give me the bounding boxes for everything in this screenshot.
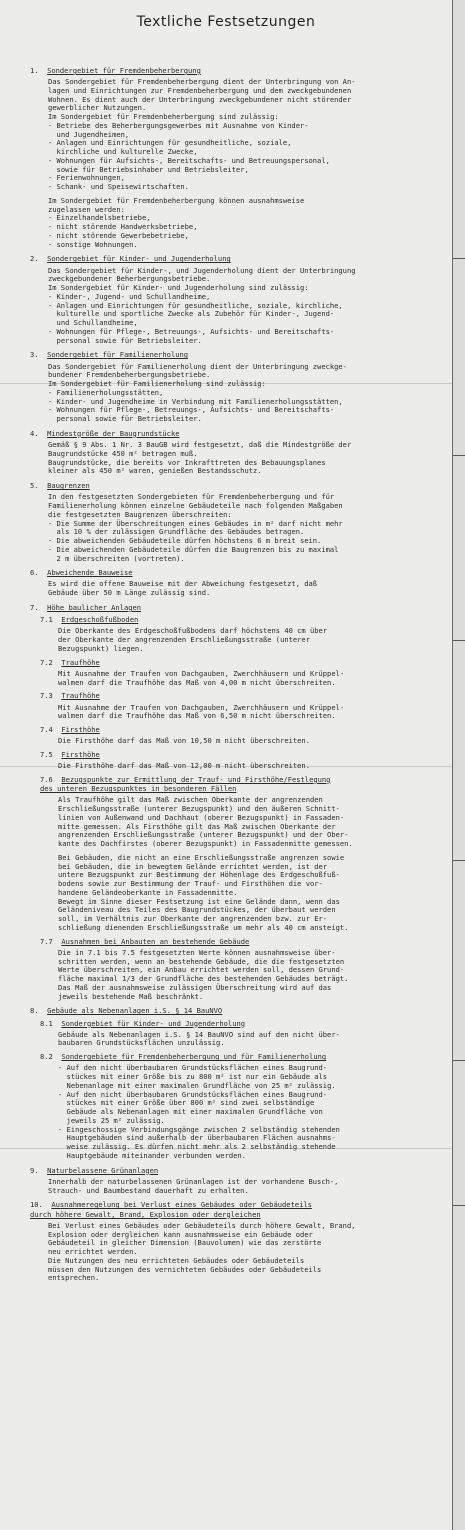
- section-number: 7.6: [40, 774, 53, 784]
- section-heading: [30, 1200, 448, 1218]
- section-heading: [40, 1019, 448, 1028]
- section: [30, 603, 448, 1001]
- section-heading: [30, 1166, 448, 1175]
- section-paragraph: Bei Gebäuden, die nicht an eine Erschließungsstraße angrenzen sowie bei Gebäuden, die in bewegtem Gelände errichtet werden, ist der untere Bezugspunkt zur Bestimmung der Höhenlage des Erdgeschoßfuß- bodens sowie zur Bestimmung der Trauf- und Firsthöhen die vor- handene Geländeoberkante in Fassadenmitte. Bewegt im Sinne dieser Festsetzung ist eine Gelände dann, wenn das Geländeniveau des Teiles des Baugrundstückes, der überbaut werden soll, im Verhältnis zur Oberkante der angrenzenden bzw. zur Er- schließung dienenden Erschließungsstraße um mehr als 40 cm ansteigt.: [58, 852, 349, 932]
- section-number: 8.: [30, 1006, 39, 1016]
- section-heading: [30, 481, 448, 490]
- subsection: [40, 750, 448, 771]
- section-number: 7.3: [40, 691, 53, 701]
- section-paragraph: - Auf den nicht überbaubaren Grundstücksflächen eines Baugrund- stückes mit einer Größe bis zu 800 m² ist nur ein Gebäude als Nebenanlage mit einer maximalen Grundfläche von 25 m² zulässig. - Auf den nicht überbaubaren Grundstücksflächen eines Baugrund- stückes mit einer Größe über 800 m² sind zwei selbständige Gebäude als Nebenanlagen mit einer maximalen Grundfläche von jeweils 25 m² zulässig. - Eingeschossige Verbindungsgänge zwischen 2 selbständig stehenden Hauptgebäuden sind außerhalb der überbaubaren Flächen ausnahms- weise zulässig. Es dürfen nicht mehr als 2 selbständig stehende Hauptgebäude miteinander verbunden werden.: [58, 1063, 340, 1160]
- section-heading: [40, 1052, 448, 1061]
- section-title: Gebäude als Nebenanlagen i.S. § 14 BauNVO: [47, 1006, 223, 1016]
- section-heading: [30, 66, 448, 75]
- section-heading: [40, 691, 448, 700]
- section-heading: [40, 937, 448, 946]
- section-paragraph: Das Sondergebiet für Fremdenbeherbergung dient der Unterbringung von An- lagen und Einrichtungen zur Fremdenbeherbergung und dem zweckgebundenen Wohnen. Es dient auch der Unterbringung zweckgebundener nicht störender gewerblicher Nutzungen. Im Sondergebiet für Fremdenbeherbergung sind zulässig: - Betriebe des Beherbergungsgewerbes mit Ausnahme von Kinder- und Jugendheimen, - Anlagen und Einrichtungen für gesundheitliche, soziale, kirchliche und kulturelle Zwecke, - Wohnungen für Aufsichts-, Bereitschafts- und Betreuungspersonal, sowie für Betriebsinhaber und Betriebsleiter, - Ferienwohnungen, - Schank- und Speisewirtschaften.: [48, 77, 356, 192]
- adjacent-sheet-edge: [452, 0, 465, 1530]
- subsection: [40, 615, 448, 653]
- section: [30, 66, 448, 249]
- section-paragraph: In den festgesetzten Sondergebieten für Fremdenbeherbergung und für Familienerholung können einzelne Gebäudeteile nach folgenden Maßgaben die festgesetzten Baugrenzen überschreiten: - Die Summe der Überschreitungen eines Gebäudes in m² darf nicht mehr als 10 % der zulässigen Grundfläche des Gebäudes betragen. - Die abweichenden Gebäudeteile dürfen höchstens 6 m breit sein. - Die abweichenden Gebäudeteile dürfen die Baugrenzen bis zu maximal 2 m überschreiten (vortreten).: [48, 492, 343, 563]
- subsection: [40, 725, 448, 746]
- section-heading: [40, 750, 448, 759]
- section-title: Bezugspunkte zur Ermittlung der Trauf- und Firsthöhe/Festlegung des unteren Bezugspunktes in besonderen Fällen: [40, 774, 331, 794]
- section-title: Traufhöhe: [61, 691, 100, 701]
- section-title: Sondergebiet für Kinder- und Jugenderholung: [47, 254, 231, 264]
- section-title: Sondergebiet für Kinder- und Jugenderholung: [61, 1018, 246, 1028]
- section-number: 7.2: [40, 657, 53, 667]
- section: [30, 481, 448, 563]
- section-paragraph: Als Traufhöhe gilt das Maß zwischen Oberkante der angrenzenden Erschließungsstraße (unterer Bezugspunkt) und den äußeren Schnitt- linien von Außenwand und Dachhaut (oberer Bezugspunkt) in Fassaden- mitte gemessen. Als Firsthöhe gilt das Maß zwischen Oberkante der angrenzenden Erschließungsstraße (unterer Bezugspunkt) und der Ober- kante des Dachfirstes (oberer Bezugspunkt) in Fassadenmitte gemessen.: [58, 795, 353, 849]
- section-number: 4.: [30, 428, 39, 438]
- section-title: Firsthöhe: [61, 725, 100, 735]
- section-paragraph: Die Oberkante des Erdgeschoßfußbodens darf höchstens 40 cm über der Oberkante der angrenzenden Erschließungsstraße (unterer Bezugspunkt) liegen.: [58, 626, 328, 653]
- section-heading: [30, 350, 448, 359]
- section-number: 8.2: [40, 1052, 53, 1062]
- section-paragraph: Das Sondergebiet für Kinder-, und Jugenderholung dient der Unterbringung zweckgebundener Beherbergungsbetriebe. Im Sondergebiet für Kinder- und Jugenderholung sind zulässig: - Kinder-, Jugend- und Schullandheime, - Anlagen und Einrichtungen für gesundheitliche, soziale, kirchliche, kulturelle und sportliche Zwecke als Zubehör für Kinder-, Jugend- und Schullandheime, - Wohnungen für Pflege-, Betreuungs-, Aufsichts- und Bereitschafts- personal sowie für Betriebsleiter.: [48, 265, 356, 345]
- section-title: Traufhöhe: [61, 657, 100, 667]
- section-paragraph: Die Firsthöhe darf das Maß von 10,50 m nicht überschreiten.: [58, 736, 310, 746]
- section-title: Abweichende Bauweise: [47, 568, 133, 578]
- section-paragraph: Im Sondergebiet für Fremdenbeherbergung können ausnahmsweise zugelassen werden: - Einzelhandelsbetriebe, - nicht störende Handwerksbetriebe, - nicht störende Gewerbebetriebe, - sonstige Wohnungen.: [48, 195, 305, 249]
- document-body: [30, 66, 448, 1288]
- section: [30, 350, 448, 423]
- section-title: Sondergebiet für Familienerholung: [47, 350, 189, 360]
- section-title: Ausnahmeregelung bei Verlust eines Gebäudes oder Gebäudeteils durch höhere Gewalt, Brand, Explosion oder dergleichen: [30, 1200, 312, 1219]
- section-paragraph: Bei Verlust eines Gebäudes oder Gebäudeteils durch höhere Gewalt, Brand, Explosion oder dergleichen kann ausnahmsweise ein Gebäude oder Gebäudeteil in gleicher Dimension (Bauvolumen) wie das zerstörte neu errichtet werden. Die Nutzungen des neu errichteten Gebäudes oder Gebäudeteils müssen den Nutzungen des vernichteten Gebäudes oder Gebäudeteils entsprechen.: [48, 1220, 356, 1283]
- section-title: Firsthöhe: [61, 749, 100, 759]
- section-paragraph: Das Sondergebiet für Familienerholung dient der Unterbringung zweckge- bundener Fremdenbeherbergungsbetriebe. Im Sondergebiet für Familienerholung sind zulässig: - Familienerholungsstätten, - Kinder- und Jugendheime in Verbindung mit Familienerholungsstätten, - Wohnungen für Pflege-, Betreuungs-, Aufsichts- und Bereitschafts- personal sowie für Betriebsleiter.: [48, 361, 347, 424]
- section-title: Naturbelassene Grünanlagen: [47, 1165, 159, 1175]
- section-number: 2.: [30, 254, 39, 264]
- section-heading: [40, 725, 448, 734]
- section-paragraph: Gebäude als Nebenanlagen i.S. § 14 BauNVO sind auf den nicht über- baubaren Grundstücksflächen unzulässig.: [58, 1029, 340, 1048]
- section-number: 8.1: [40, 1018, 53, 1028]
- section-paragraph: Innerhalb der naturbelassenen Grünanlagen ist der vorhandene Busch-, Strauch- und Baumbestand dauerhaft zu erhalten.: [48, 1176, 339, 1195]
- section-heading: [30, 1006, 448, 1015]
- section-title: Höhe baulicher Anlagen: [47, 602, 142, 612]
- section: [30, 254, 448, 345]
- section-number: 7.4: [40, 725, 53, 735]
- section-title: Erdgeschoßfußboden: [61, 615, 139, 625]
- page-title: Textliche Festsetzungen: [136, 14, 316, 30]
- section-title: Sondergebiete für Fremdenbeherbergung und für Familienerholung: [61, 1052, 327, 1062]
- section-paragraph: Die in 7.1 bis 7.5 festgesetzten Werte können ausnahmsweise über- schritten werden, wenn an bestehende Gebäude, die die festgesetzten Werte überschreiten, ein Anbau errichtet werden soll, dessen Grund- fläche maximal 1/3 der Grundfläche des bestehenden Gebäudes beträgt. Das Maß der ausnahmsweise zulässigen Überschreitung wird auf das jeweils bestehende Maß beschränkt.: [58, 947, 349, 1001]
- section-title: Ausnahmen bei Anbauten an bestehende Gebäude: [61, 936, 250, 946]
- section-paragraph: Mit Ausnahme der Traufen von Dachgauben, Zwerchhäusern und Krüppel- walmen darf die Traufhöhe das Maß von 4,00 m nicht überschreiten.: [58, 668, 345, 687]
- section-heading: [30, 568, 448, 577]
- section: [30, 429, 448, 476]
- section-number: 7.7: [40, 936, 53, 946]
- section-number: 7.: [30, 602, 39, 612]
- section-heading: [40, 615, 448, 624]
- section-title: Baugrenzen: [47, 481, 90, 491]
- subsection: [40, 1052, 448, 1160]
- section-paragraph: Gemäß § 9 Abs. 1 Nr. 3 BauGB wird festgesetzt, daß die Mindestgröße der Baugrundstücke 450 m² betragen muß. Baugrundstücke, die bereits vor Inkrafttreten des Bebauungsplanes kleiner als 450 m² waren, genießen Bestandsschutz.: [48, 440, 352, 476]
- subsection: [40, 937, 448, 1002]
- section-heading: [40, 775, 448, 793]
- section-number: 1.: [30, 66, 39, 75]
- section: [30, 1200, 448, 1283]
- section-paragraph: Es wird die offene Bauweise mit der Abweichung festgesetzt, daß Gebäude über 50 m Länge zulässig sind.: [48, 579, 318, 598]
- section-heading: [30, 429, 448, 438]
- subsection: [40, 775, 448, 933]
- subsection: [40, 658, 448, 688]
- section-title: Sondergebiet für Fremdenbeherbergung: [47, 66, 201, 75]
- section-heading: [30, 254, 448, 263]
- section: [30, 1166, 448, 1196]
- section-number: 6.: [30, 568, 39, 578]
- section-heading: [40, 658, 448, 667]
- section-number: 3.: [30, 350, 39, 360]
- section-number: 5.: [30, 481, 39, 491]
- section-number: 7.5: [40, 749, 53, 759]
- section-title: Mindestgröße der Baugrundstücke: [47, 428, 180, 438]
- section-number: 10.: [30, 1200, 43, 1210]
- subsection: [40, 691, 448, 721]
- section: [30, 1006, 448, 1160]
- section-heading: [30, 603, 448, 612]
- section-paragraph: Die Firsthöhe darf das Maß von 12,00 m nicht überschreiten.: [58, 761, 310, 771]
- section-paragraph: Mit Ausnahme der Traufen von Dachgauben, Zwerchhäusern und Krüppel- walmen darf die Traufhöhe das Maß von 6,50 m nicht überschreiten.: [58, 702, 345, 721]
- section: [30, 568, 448, 598]
- section-number: 7.1: [40, 615, 53, 625]
- section-number: 9.: [30, 1165, 39, 1175]
- subsection: [40, 1019, 448, 1049]
